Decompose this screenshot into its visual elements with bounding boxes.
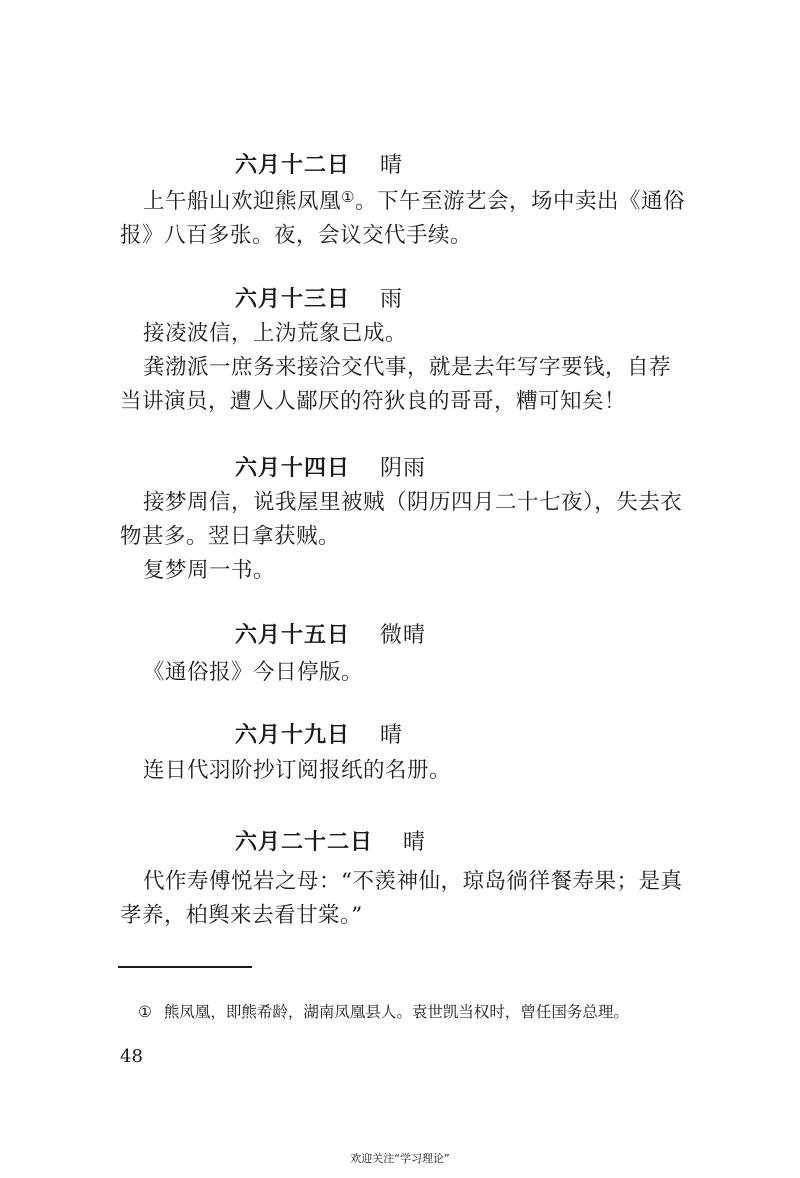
footnote	[138, 1000, 629, 1022]
entry-date: 六月十三日	[235, 287, 351, 312]
entry-date: 六月二十二日	[235, 830, 374, 855]
entry-heading	[235, 451, 426, 482]
entry-date: 六月十四日	[235, 456, 351, 481]
entry-weather: 晴	[380, 723, 404, 748]
entry-paragraph: 连日代羽阶抄订阅报纸的名册。	[143, 758, 452, 783]
entry-paragraph: 复梦周一书。	[143, 558, 276, 583]
entry-weather: 晴	[403, 830, 427, 855]
page-number: 48	[120, 1046, 143, 1067]
entry-heading	[235, 148, 403, 179]
entry-heading	[235, 825, 426, 856]
entry-paragraph: 龚渤派一庶务来接洽交代事，就是去年写字要钱，自荐当讲演员，遭人人鄙厌的符狄良的哥哥，糟可知矣！	[120, 355, 672, 414]
entry-weather: 阴雨	[380, 456, 427, 481]
paragraph-text-start: 上午船山欢迎熊凤凰	[143, 189, 342, 214]
entry-paragraph: 《通俗报》今日停版。	[143, 660, 364, 685]
entry-heading	[235, 718, 403, 749]
footnote-text: 熊凤凰，即熊希龄，湖南凤凰县人。袁世凯当权时，曾任国务总理。	[163, 1003, 629, 1021]
entry-weather: 晴	[380, 153, 404, 178]
entry-paragraph: 接梦周信，说我屋里被贼（阴历四月二十七夜），失去衣物甚多。翌日拿获贼。	[120, 490, 683, 549]
footnote-marker: ①	[341, 188, 355, 206]
entry-date: 六月十九日	[235, 723, 351, 748]
entry-weather: 雨	[380, 287, 404, 312]
entry-heading	[235, 282, 403, 313]
footnote-number: ①	[138, 1003, 152, 1021]
entry-paragraph: 接凌波信，上沩荒象已成。	[143, 321, 408, 346]
paragraph-text-end: 。下午至游艺会，场中卖出《通俗报》八百多张。夜，会议交代手续。	[120, 189, 685, 248]
entry-weather: 微晴	[380, 623, 427, 648]
entry-date: 六月十二日	[235, 153, 351, 178]
entry-paragraph: 代作寿傅悦岩之母：“不羡神仙，琼岛徜徉餐寿果；是真孝养，柏舆来去看甘棠。”	[120, 869, 683, 928]
footnote-rule	[118, 966, 252, 968]
bottom-note: 欢迎关注“学习理论”	[350, 1152, 450, 1165]
entry-date: 六月十五日	[235, 623, 351, 648]
entry-heading	[235, 618, 426, 649]
entry-paragraph	[120, 180, 690, 253]
